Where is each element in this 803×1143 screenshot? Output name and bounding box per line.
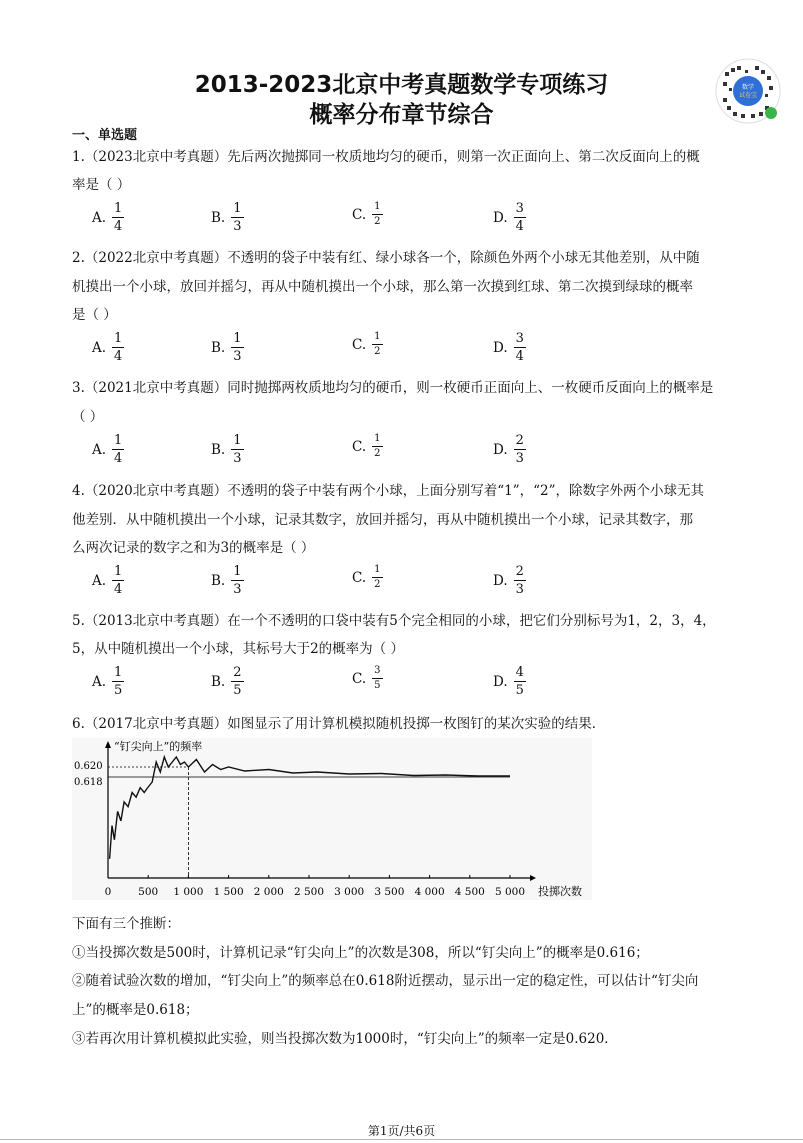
fraction [231,565,243,596]
x-tick-label: 3 000 [334,886,365,898]
y-tick-0618: 0.618 [74,777,103,788]
fraction [231,666,243,697]
fraction [372,202,382,227]
q2-option-d [493,332,526,363]
numerator: 3 [515,201,524,216]
q3-option-a [92,434,124,465]
numerator: 3 [515,331,524,346]
x-tick-label: 5 000 [494,886,526,898]
numerator: 1 [114,665,123,680]
numerator: 1 [114,201,123,216]
option-label: B. [211,572,226,589]
q2-option-a [92,332,124,363]
denominator: 3 [233,219,242,234]
option-label: A. [92,339,107,356]
x-tick-label: 3 500 [374,886,405,898]
denominator: 5 [374,680,381,691]
option-label: D. [493,441,508,458]
numerator: 1 [114,564,123,579]
q6-after: 下面有三个推断： [72,916,180,932]
denominator: 3 [233,582,242,597]
q2-line2: 机摸出一个小球，放回并摇匀，再从中随机摸出一个小球，那么第一次摸到红球、第二次摸到绿球的概率 [72,279,693,295]
q5-line1: 5.（2013北京中考真题）在一个不透明的口袋中装有5个完全相同的小球，把它们分别标号为1，2，3，4， [72,613,716,629]
q1-line1: 1.（2023北京中考真题）先后两次抛掷同一枚质地均匀的硬币，则第一次正面向上、第二次反面向上的概 [72,149,700,165]
frequency-chart [72,738,592,900]
q1-option-b [211,202,244,233]
denominator: 3 [233,451,242,466]
option-label: A. [92,209,107,226]
fraction [112,666,124,697]
numerator: 1 [233,201,242,216]
denominator: 3 [233,349,242,364]
denominator: 2 [374,346,381,357]
fraction [514,434,526,465]
x-tick-label: 2 500 [293,886,325,898]
q6-inference-2b: 上”的概率是0.618； [72,1002,199,1018]
denominator: 4 [114,349,123,364]
qr-logo-text-2: 试卷宝 [738,92,758,99]
denominator: 3 [515,582,524,597]
denominator: 4 [114,219,123,234]
x-tick-label: 0 [104,886,112,898]
q3-option-c [352,434,383,459]
q4-line2: 他差别．从中随机摸出一个小球，记录其数字，放回并摇匀，再从中随机摸出一个小球，记录其数字，那 [72,512,693,528]
page-footer: 第1页/共6页 [367,1124,436,1138]
q1-option-a [92,202,124,233]
numerator: 1 [372,565,382,578]
chart-background [72,738,592,900]
y-axis-label: “钉尖向上”的频率 [114,740,203,753]
q2-line1: 2.（2022北京中考真题）不透明的袋子中装有红、绿小球各一个，除颜色外两个小球无其他差别，从中随 [72,250,700,266]
denominator: 5 [515,683,524,698]
q3-line1: 3.（2021北京中考真题）同时抛掷两枚质地均匀的硬币，则一枚硬币正面向上、一枚硬币反面向上的概率是 [72,380,714,396]
option-label: A. [92,441,107,458]
numerator: 1 [233,331,242,346]
numerator: 1 [233,433,242,448]
option-label: B. [211,673,226,690]
option-label: C. [352,438,367,455]
x-tick-label: 2 000 [253,886,284,898]
numerator: 2 [233,665,242,680]
q4-option-d [493,565,526,596]
option-label: B. [211,209,226,226]
numerator: 1 [372,332,382,345]
option-label: C. [352,206,367,223]
q3-line2: （ ） [72,409,104,425]
option-label: D. [493,673,508,690]
q1-option-c [352,202,383,227]
q2-line3: 是（ ） [72,307,117,323]
numerator: 1 [233,564,242,579]
q4-option-c [352,565,383,590]
q6-inference-3: ③若再次用计算机模拟此实验，则当投掷次数为1000时，“钉尖向上”的频率一定是0.620． [72,1031,618,1047]
q6-line1: 6.（2017北京中考真题）如图显示了用计算机模拟随机投掷一枚图钉的某次实验的结果． [72,716,606,732]
fraction [112,202,124,233]
option-label: C. [352,569,367,586]
fraction [372,666,382,691]
x-tick-label: 4 500 [454,886,485,898]
q2-option-c [352,332,383,357]
fraction [231,332,243,363]
q6-inference-2a: ②随着试验次数的增加，“钉尖向上”的频率总在0.618附近摆动，显示出一定的稳定性，可以估计“钉尖向 [72,973,699,989]
fraction [372,332,382,357]
option-label: C. [352,336,367,353]
document-title-line2: 概率分布章节综合 [309,102,494,128]
numerator: 2 [515,564,524,579]
numerator: 2 [515,433,524,448]
q1-line2: 率是（ ） [72,177,131,193]
option-label: C. [352,670,367,687]
numerator: 1 [372,202,382,215]
y-tick-0620: 0.620 [74,761,103,772]
q5-option-a [92,666,124,697]
qr-code-logo [715,58,781,124]
q3-option-b [211,434,244,465]
document-title-line1: 2013-2023北京中考真题数学专项练习 [194,72,609,98]
fraction [514,666,526,697]
footer-divider [0,1139,803,1140]
q5-option-c [352,666,383,691]
fraction [514,202,526,233]
option-label: A. [92,673,107,690]
option-label: D. [493,572,508,589]
q4-option-b [211,565,244,596]
option-label: B. [211,339,226,356]
q5-option-d [493,666,526,697]
option-label: D. [493,209,508,226]
x-tick-label: 1 500 [213,886,244,898]
denominator: 4 [114,582,123,597]
x-axis-label: 投掷次数 [538,885,582,898]
fraction [372,434,382,459]
option-label: D. [493,339,508,356]
qr-logo-text-1: 数学 [741,84,755,91]
numerator: 4 [515,665,524,680]
denominator: 3 [515,451,524,466]
fraction [231,434,243,465]
denominator: 4 [515,219,524,234]
numerator: 1 [114,433,123,448]
denominator: 2 [374,216,381,227]
option-label: B. [211,441,226,458]
denominator: 4 [114,451,123,466]
denominator: 2 [374,448,381,459]
q5-option-b [211,666,244,697]
q4-line1: 4.（2020北京中考真题）不透明的袋子中装有两个小球，上面分别写着“1”，“2”，除数字外两个小球无其 [72,483,705,499]
fraction [112,565,124,596]
fraction [514,332,526,363]
q5-line2: 5，从中随机摸出一个小球，其标号大于2的概率为（ ） [72,641,404,657]
fraction [514,565,526,596]
fraction [112,434,124,465]
x-tick-label: 1 000 [173,886,204,898]
section-title: 一、单选题 [72,128,138,143]
fraction [112,332,124,363]
x-tick-label: 500 [138,886,159,898]
option-label: A. [92,572,107,589]
q2-option-b [211,332,244,363]
q3-option-d [493,434,526,465]
numerator: 3 [372,666,382,679]
q1-option-d [493,202,526,233]
q6-inference-1: ①当投掷次数是500时，计算机记录“钉尖向上”的次数是308，所以“钉尖向上”的概率是0.616； [72,945,649,961]
q4-line3: 么两次记录的数字之和为3的概率是（ ） [72,540,315,556]
x-tick-label: 4 000 [414,886,445,898]
denominator: 4 [515,349,524,364]
q4-option-a [92,565,124,596]
denominator: 5 [233,683,242,698]
denominator: 2 [374,579,381,590]
denominator: 5 [114,683,123,698]
numerator: 1 [372,434,382,447]
numerator: 1 [114,331,123,346]
fraction [372,565,382,590]
fraction [231,202,243,233]
